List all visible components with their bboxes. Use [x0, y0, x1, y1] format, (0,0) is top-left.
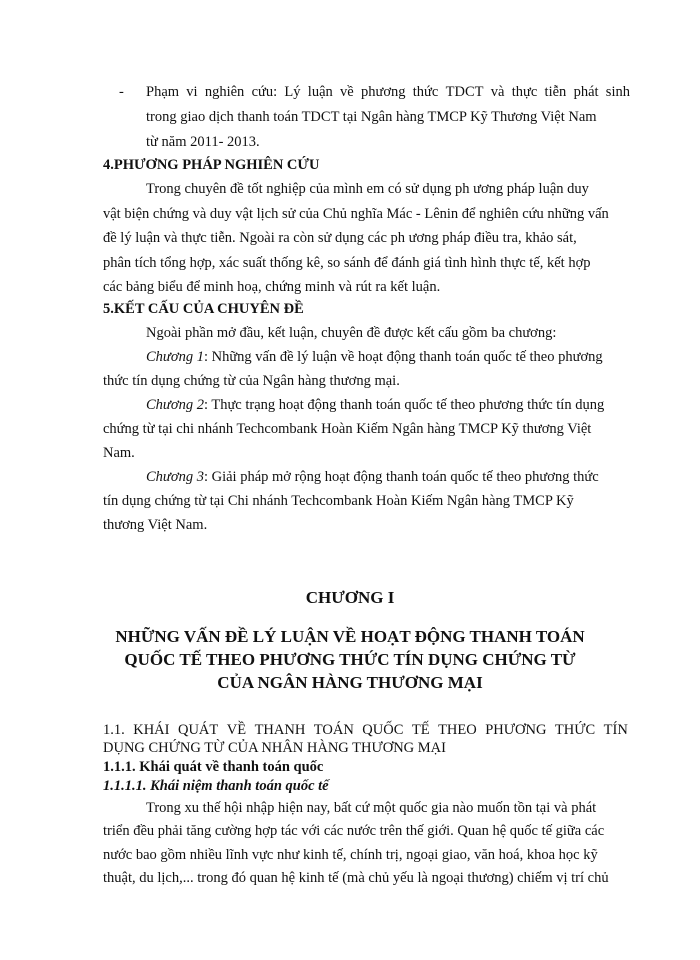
chapter-number: CHƯƠNG I [305, 588, 395, 607]
chapter-3-label: Chương 3 [146, 469, 204, 485]
section-5-heading: 5.KẾT CẤU CỦA CHUYÊN ĐỀ [103, 301, 304, 317]
chapter-title-line-3: CỦA NGÂN HÀNG THƯƠNG MẠI [217, 673, 483, 692]
section-1-1-heading-line-2: DỤNG CHỨNG TỪ CỦA NHÂN HÀNG THƯƠNG MẠI [103, 740, 446, 756]
scope-line-3: từ năm 2011- 2013. [146, 134, 260, 150]
chapter-2-summary-line-3: Nam. [103, 445, 135, 461]
chapter-2-summary-line-2: chứng từ tại chi nhánh Techcombank Hoàn Kiếm Ngân hàng TMCP Kỹ thương Việt [103, 421, 592, 437]
section-4-line-4: phân tích tổng hợp, xác suất thống kê, so sánh để đánh giá tình hình thực tế, kết hợp [103, 255, 591, 271]
chapter-2-summary-line-1 [146, 395, 604, 415]
chapter-2-label: Chương 2 [146, 397, 204, 413]
section-4-line-1: Trong chuyên đề tốt nghiệp của mình em có sử dụng ph ương pháp luận duy [146, 181, 589, 197]
section-4-line-3: đề lý luận và thực tiễn. Ngoài ra còn sử dụng các ph ương pháp điều tra, khảo sát, [103, 230, 577, 246]
section-4-line-2: vật biện chứng và duy vật lịch sử của Chủ nghĩa Mác - Lênin để nghiên cứu những vấn [103, 206, 609, 222]
body-paragraph-line-2: triển đều phải tăng cường hợp tác với các nước trên thế giới. Quan hệ quốc tế giữa các [103, 823, 605, 839]
section-4-heading: 4.PHƯƠNG PHÁP NGHIÊN CỨU [103, 157, 320, 173]
scope-line-2: trong giao dịch thanh toán TDCT tại Ngân hàng TMCP Kỹ Thương Việt Nam [146, 109, 597, 125]
section-4-line-5: các bảng biểu để minh hoạ, chứng minh và rút ra kết luận. [103, 279, 441, 295]
body-paragraph-line-1: Trong xu thế hội nhập hiện nay, bất cứ một quốc gia nào muốn tồn tại và phát [146, 800, 597, 816]
chapter-3-desc: : Giải pháp mở rộng hoạt động thanh toán quốc tế theo phương thức [203, 469, 599, 485]
chapter-3-summary-line-3: thương Việt Nam. [103, 517, 208, 533]
chapter-1-summary-line-2: thức tín dụng chứng từ của Ngân hàng thương mại. [103, 373, 400, 389]
chapter-3-summary-line-2: tín dụng chứng từ tại Chi nhánh Techcombank Hoàn Kiếm Ngân hàng TMCP Kỹ [103, 493, 574, 509]
section-1-1-heading-line-1: 1.1. KHÁI QUÁT VỀ THANH TOÁN QUỐC TẾ THEO PHƯƠNG THỨC TÍN [103, 722, 628, 738]
scope-line-1: Phạm vi nghiên cứu: Lý luận về phương thức TDCT và thực tiễn phát sinh [146, 84, 630, 100]
body-paragraph-line-3: nước bao gồm nhiều lĩnh vực như kinh tế, chính trị, ngoại giao, văn hoá, khoa học kỹ [103, 847, 598, 863]
section-1-1-1-1-heading: 1.1.1.1. Khái niệm thanh toán quốc tế [103, 778, 329, 794]
chapter-1-label: Chương 1 [146, 349, 204, 365]
chapter-1-summary-line-1 [146, 347, 603, 367]
chapter-2-desc: : Thực trạng hoạt động thanh toán quốc tế theo phương thức tín dụng [203, 397, 605, 413]
scope-bullet: - [119, 84, 124, 100]
chapter-3-summary-line-1 [146, 467, 599, 487]
chapter-title-line-1: NHỮNG VẤN ĐỀ LÝ LUẬN VỀ HOẠT ĐỘNG THANH TOÁN [115, 627, 585, 646]
section-5-intro: Ngoài phần mở đầu, kết luận, chuyên đề được kết cấu gồm ba chương: [146, 325, 557, 341]
chapter-title-line-2: QUỐC TẾ THEO PHƯƠNG THỨC TÍN DỤNG CHỨNG TỪ [124, 650, 576, 669]
body-paragraph-line-4: thuật, du lịch,... trong đó quan hệ kinh tế (mà chủ yếu là ngoại thương) chiếm vị trí chủ [103, 870, 609, 886]
section-1-1-1-heading: 1.1.1. Khái quát về thanh toán quốc [103, 759, 324, 775]
chapter-1-desc: : Những vấn đề lý luận về hoạt động thanh toán quốc tế theo phương [203, 349, 603, 365]
